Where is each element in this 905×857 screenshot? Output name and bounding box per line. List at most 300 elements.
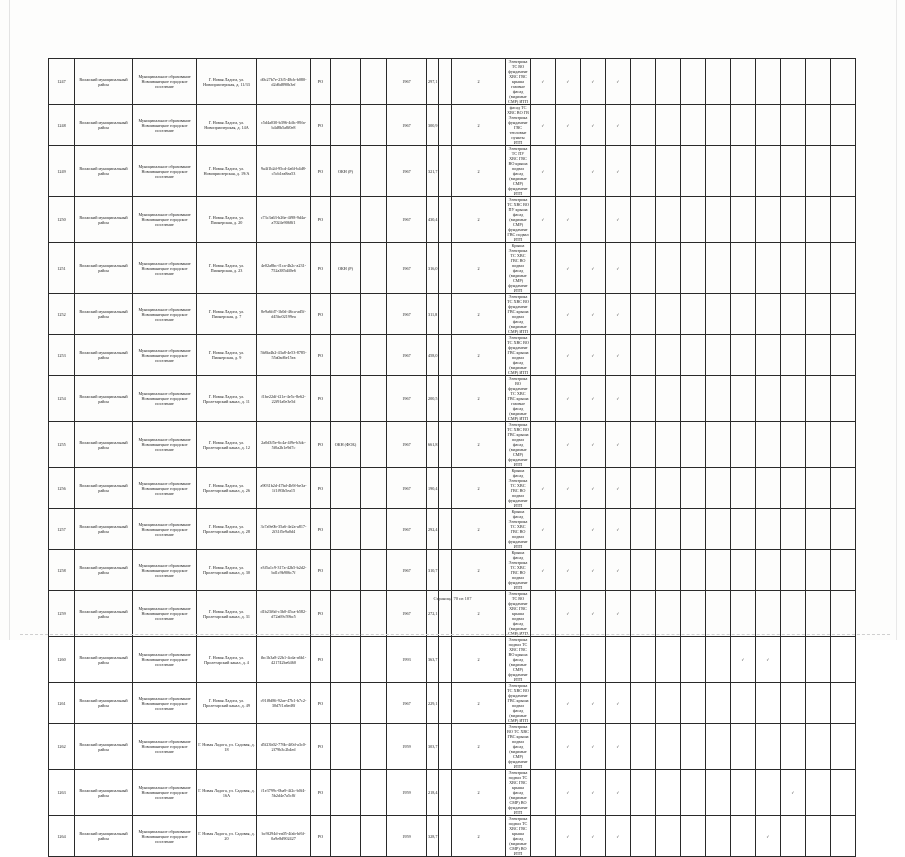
heritage-cell bbox=[331, 770, 361, 816]
table-row bbox=[49, 294, 856, 335]
empty-mark-cell bbox=[756, 770, 781, 816]
empty-mark-cell bbox=[831, 335, 856, 376]
blank-cell bbox=[361, 105, 387, 146]
guid-cell: 9a4f1b2d-95cd-4a6f-b4d8-c5cb1ea8ea53 bbox=[257, 146, 311, 197]
empty-mark-cell bbox=[756, 376, 781, 422]
heritage-cell bbox=[331, 294, 361, 335]
municipality-cell: Муниципальное образование Новоиванецкое городское поселение bbox=[133, 146, 197, 197]
blank-cell bbox=[439, 770, 452, 816]
page-bottom-rule bbox=[20, 634, 890, 635]
works-cell: Электрика ТС ПУ ХВС ГВС ВО крыша подвал фасад (видимые СМР) фундамент ИТП bbox=[506, 146, 531, 197]
empty-mark-cell bbox=[756, 422, 781, 468]
empty-mark-cell bbox=[781, 335, 806, 376]
district-cell: Волжский муниципальный район bbox=[75, 105, 133, 146]
address-cell: Г. Новая Ладога, ул. Пионерская, д. 7 bbox=[197, 294, 257, 335]
row-number-cell: 1251 bbox=[49, 243, 75, 294]
empty-mark-cell bbox=[681, 335, 706, 376]
municipality-cell: Муниципальное образование Новоиванецкое городское поселение bbox=[133, 816, 197, 857]
empty-mark-cell bbox=[831, 816, 856, 857]
blank-cell bbox=[439, 335, 452, 376]
empty-mark-cell bbox=[706, 683, 731, 724]
check-mark-cell: ✓ bbox=[581, 294, 606, 335]
year-cell: 1967 bbox=[387, 550, 427, 591]
empty-mark-cell bbox=[531, 422, 556, 468]
floors-cell: 2 bbox=[452, 724, 506, 770]
check-mark-cell: ✓ bbox=[581, 724, 606, 770]
empty-mark-cell bbox=[781, 468, 806, 509]
empty-mark-cell bbox=[806, 422, 831, 468]
empty-mark-cell bbox=[756, 468, 781, 509]
empty-mark-cell bbox=[706, 637, 731, 683]
empty-mark-cell bbox=[731, 770, 756, 816]
floors-cell: 2 bbox=[452, 591, 506, 637]
empty-mark-cell bbox=[681, 294, 706, 335]
address-cell: Г. Новая Ладога, ул. Пролетарский канал, д. 30 bbox=[197, 550, 257, 591]
table-row bbox=[49, 422, 856, 468]
type-cell: РО bbox=[311, 816, 331, 857]
blank-cell bbox=[439, 197, 452, 243]
empty-mark-cell bbox=[781, 683, 806, 724]
address-cell: Г. Новая Ладога, ул. Пролетарский канал, д. 28 bbox=[197, 509, 257, 550]
empty-mark-cell bbox=[531, 770, 556, 816]
guid-cell: d5f23b02-776b-4f0d-a3c0-2f79b3c2b4ed bbox=[257, 724, 311, 770]
empty-mark-cell bbox=[681, 683, 706, 724]
table-row bbox=[49, 376, 856, 422]
empty-mark-cell bbox=[631, 243, 656, 294]
empty-mark-cell bbox=[806, 243, 831, 294]
heritage-cell bbox=[331, 816, 361, 857]
municipality-cell: Муниципальное образование Новоиванецкое городское поселение bbox=[133, 335, 197, 376]
area-cell: 292,4 bbox=[427, 509, 439, 550]
empty-mark-cell bbox=[631, 294, 656, 335]
check-mark-cell: ✓ bbox=[581, 146, 606, 197]
empty-mark-cell bbox=[806, 468, 831, 509]
works-cell: Электрика ТС ВО фундамент ХВС ГВС крыша газовые фасад (видимые СМР) ИТП bbox=[506, 59, 531, 105]
empty-mark-cell bbox=[656, 724, 681, 770]
type-cell: РО bbox=[311, 243, 331, 294]
address-cell: Г. Новая Ладога, ул. Новоприозерская, д. 11/33 bbox=[197, 59, 257, 105]
blank-cell bbox=[361, 637, 387, 683]
area-cell: 200,5 bbox=[427, 376, 439, 422]
empty-mark-cell bbox=[806, 770, 831, 816]
empty-mark-cell bbox=[731, 550, 756, 591]
blank-cell bbox=[361, 243, 387, 294]
type-cell: РО bbox=[311, 591, 331, 637]
district-cell: Волжский муниципальный район bbox=[75, 637, 133, 683]
municipality-cell: Муниципальное образование Новоиванецкое городское поселение bbox=[133, 197, 197, 243]
blank-cell bbox=[361, 376, 387, 422]
guid-cell: bc9f294d-ea05-4fab-bf6f-0a9e8d902427 bbox=[257, 816, 311, 857]
heritage-cell bbox=[331, 105, 361, 146]
address-cell: Г. Новая Ладога, ул. Садовая, д. 20 bbox=[197, 816, 257, 857]
empty-mark-cell bbox=[831, 468, 856, 509]
blank-cell bbox=[361, 550, 387, 591]
empty-mark-cell bbox=[706, 197, 731, 243]
row-number-cell: 1250 bbox=[49, 197, 75, 243]
works-cell: Электрика ВО ТС ХВС ГВС крыша подвал фасад (видимые СМР) фундамент ИТП bbox=[507, 724, 529, 769]
empty-mark-cell bbox=[656, 509, 681, 550]
empty-mark-cell bbox=[806, 816, 831, 857]
empty-mark-cell bbox=[556, 637, 581, 683]
year-cell: 1967 bbox=[387, 683, 427, 724]
area-cell: 363,7 bbox=[427, 637, 439, 683]
check-mark-cell: ✓ bbox=[606, 591, 631, 637]
floors-cell: 2 bbox=[452, 509, 506, 550]
empty-mark-cell bbox=[656, 550, 681, 591]
guid-cell: f1e3799c-0ba9-4f2c-b0f4-5b2d4e7a5c8f bbox=[257, 770, 311, 816]
page-footer-label: Страница 70 из 107 bbox=[433, 596, 472, 601]
municipality-cell: Муниципальное образование Новоиванецкое городское поселение bbox=[133, 376, 197, 422]
check-mark-cell: ✓ bbox=[581, 509, 606, 550]
blank-cell bbox=[439, 816, 452, 857]
empty-mark-cell bbox=[806, 683, 831, 724]
works-cell: Электрика подвал ТС ХВС ГВС ВО крыша фасад (видимые СМР) фундамент ИТП bbox=[506, 637, 531, 683]
floors-cell: 2 bbox=[452, 294, 506, 335]
empty-mark-cell bbox=[681, 376, 706, 422]
works-cell: Крыша фасад Электрика ТС ХВС ГВС ВО подвал фундамент ИТП bbox=[506, 509, 531, 550]
check-mark-cell: ✓ bbox=[531, 59, 556, 105]
empty-mark-cell bbox=[681, 509, 706, 550]
empty-mark-cell bbox=[806, 509, 831, 550]
district-cell: Волжский муниципальный район bbox=[75, 550, 133, 591]
guid-cell: 8e9a6fd7-1b0d-46ca-ad5f-d45bc02199ea bbox=[257, 294, 311, 335]
works-cell: Электрика ТС ВО фундамент ХВС ГВС крыша подвал фасад (видимые СМР) ИТП bbox=[506, 591, 531, 637]
check-mark-cell: ✓ bbox=[556, 243, 581, 294]
empty-mark-cell bbox=[631, 770, 656, 816]
works-cell: Крыша фасад Электрика ТС ХВС ГВС ВО подвал фундамент ИТП bbox=[506, 468, 531, 509]
address-cell: Г. Новая Ладога, ул. Пролетарский канал, д. 4 bbox=[197, 637, 257, 683]
row-number-cell: 1247 bbox=[49, 59, 75, 105]
empty-mark-cell bbox=[706, 816, 731, 857]
blank-cell bbox=[361, 509, 387, 550]
address-cell: Г. Новая Ладога, ул. Пионерская, д. 20 bbox=[197, 197, 257, 243]
row-number-cell: 1263 bbox=[49, 770, 75, 816]
year-cell: 1967 bbox=[387, 105, 427, 146]
empty-mark-cell bbox=[656, 59, 681, 105]
empty-mark-cell bbox=[681, 197, 706, 243]
table-row bbox=[49, 724, 856, 770]
heritage-cell bbox=[331, 724, 361, 770]
empty-mark-cell bbox=[631, 146, 656, 197]
district-cell: Волжский муниципальный район bbox=[75, 422, 133, 468]
empty-mark-cell bbox=[781, 550, 806, 591]
row-number-cell: 1256 bbox=[49, 468, 75, 509]
empty-mark-cell bbox=[756, 550, 781, 591]
heritage-cell bbox=[331, 59, 361, 105]
empty-mark-cell bbox=[631, 376, 656, 422]
empty-mark-cell bbox=[781, 146, 806, 197]
works-cell: Электрика ТС ХВС ВО фундамент ГВС крыша подвал фасад (видимые СМР) ИТП bbox=[507, 294, 529, 334]
year-cell: 1967 bbox=[387, 591, 427, 637]
municipality-cell: Муниципальное образование Новоиванецкое городское поселение bbox=[133, 724, 197, 770]
works-cell: Электрика ТС ХВС ВО фундамент ГВС крыша подвал фасад (видимые СМР) ИТП bbox=[507, 683, 529, 723]
row-number-cell: 1252 bbox=[49, 294, 75, 335]
empty-mark-cell bbox=[631, 335, 656, 376]
empty-mark-cell bbox=[781, 59, 806, 105]
empty-mark-cell bbox=[756, 59, 781, 105]
year-cell: 1993 bbox=[387, 637, 427, 683]
empty-mark-cell bbox=[631, 468, 656, 509]
empty-mark-cell bbox=[781, 294, 806, 335]
empty-mark-cell bbox=[756, 243, 781, 294]
area-cell: 218,4 bbox=[427, 770, 439, 816]
empty-mark-cell bbox=[806, 59, 831, 105]
check-mark-cell: ✓ bbox=[606, 243, 631, 294]
guid-cell: d0c27b7e-23f5-48cb-b080-d2d6d890b3ef bbox=[257, 59, 311, 105]
empty-mark-cell bbox=[806, 146, 831, 197]
area-cell: 190,4 bbox=[427, 468, 439, 509]
empty-mark-cell bbox=[806, 724, 831, 770]
empty-mark-cell bbox=[706, 724, 731, 770]
table-row bbox=[49, 637, 856, 683]
address-cell: Г. Новая Ладога, ул. Пионерская, д. 23 bbox=[197, 243, 257, 294]
check-mark-cell: ✓ bbox=[556, 683, 581, 724]
works-cell: Электрика ТС ХВС ВО ПУ крыша фасад (видимые СМР) фундамент ГВС подвал ИТП bbox=[507, 197, 529, 242]
empty-mark-cell bbox=[706, 146, 731, 197]
type-cell: РО bbox=[311, 376, 331, 422]
check-mark-cell: ✓ bbox=[581, 550, 606, 591]
table-row bbox=[49, 146, 856, 197]
municipality-cell: Муниципальное образование Новоиванецкое городское поселение bbox=[133, 422, 197, 468]
empty-mark-cell bbox=[681, 468, 706, 509]
check-mark-cell: ✓ bbox=[606, 376, 631, 422]
district-cell: Волжский муниципальный район bbox=[75, 376, 133, 422]
empty-mark-cell bbox=[731, 59, 756, 105]
municipality-cell: Муниципальное образование Новоиванецкое городское поселение bbox=[133, 550, 197, 591]
check-mark-cell: ✓ bbox=[606, 724, 631, 770]
check-mark-cell: ✓ bbox=[556, 816, 581, 857]
floors-cell: 2 bbox=[452, 683, 506, 724]
row-number-cell: 1249 bbox=[49, 146, 75, 197]
municipality-cell: Муниципальное образование Новоиванецкое городское поселение bbox=[133, 243, 197, 294]
empty-mark-cell bbox=[656, 105, 681, 146]
check-mark-cell: ✓ bbox=[531, 550, 556, 591]
heritage-cell bbox=[331, 637, 361, 683]
empty-mark-cell bbox=[681, 59, 706, 105]
blank-cell bbox=[439, 422, 452, 468]
year-cell: 1967 bbox=[387, 59, 427, 105]
type-cell: РО bbox=[311, 422, 331, 468]
empty-mark-cell bbox=[756, 509, 781, 550]
works-cell: фасад ТС ХВС ВО ГВ Электрика фундамент ГВС тепловые пункты ИТП bbox=[507, 105, 529, 145]
address-cell: Г. Новая Ладога, ул. Пролетарский канал, д. 31 bbox=[197, 591, 257, 637]
type-cell: РО bbox=[311, 550, 331, 591]
check-mark-cell: ✓ bbox=[581, 770, 606, 816]
page-edge-right bbox=[896, 0, 897, 640]
blank-cell bbox=[361, 335, 387, 376]
empty-mark-cell bbox=[756, 197, 781, 243]
blank-cell bbox=[439, 724, 452, 770]
type-cell: РО bbox=[311, 637, 331, 683]
empty-mark-cell bbox=[806, 105, 831, 146]
row-number-cell: 1260 bbox=[49, 637, 75, 683]
check-mark-cell: ✓ bbox=[606, 105, 631, 146]
check-mark-cell: ✓ bbox=[556, 335, 581, 376]
check-mark-cell: ✓ bbox=[556, 376, 581, 422]
area-cell: 310,7 bbox=[427, 550, 439, 591]
municipality-cell: Муниципальное образование Новоиванецкое городское поселение bbox=[133, 591, 197, 637]
check-mark-cell: ✓ bbox=[556, 197, 581, 243]
empty-mark-cell bbox=[681, 146, 706, 197]
blank-cell bbox=[361, 683, 387, 724]
district-cell: Волжский муниципальный район bbox=[75, 591, 133, 637]
guid-cell: f1be22df-f21e-4e5c-8e62-22f91a0e3e5d bbox=[257, 376, 311, 422]
check-mark-cell: ✓ bbox=[556, 724, 581, 770]
type-cell: РО bbox=[311, 197, 331, 243]
check-mark-cell: ✓ bbox=[606, 683, 631, 724]
empty-mark-cell bbox=[706, 376, 731, 422]
floors-cell: 2 bbox=[452, 105, 506, 146]
row-number-cell: 1255 bbox=[49, 422, 75, 468]
empty-mark-cell bbox=[781, 509, 806, 550]
area-cell: 661,8 bbox=[427, 422, 439, 468]
row-number-cell: 1262 bbox=[49, 724, 75, 770]
check-mark-cell: ✓ bbox=[581, 683, 606, 724]
row-number-cell: 1254 bbox=[49, 376, 75, 422]
empty-mark-cell bbox=[681, 724, 706, 770]
blank-cell bbox=[439, 105, 452, 146]
empty-mark-cell bbox=[806, 197, 831, 243]
empty-mark-cell bbox=[656, 335, 681, 376]
table-row bbox=[49, 59, 856, 105]
heritage-cell: ОКН (Р) bbox=[331, 243, 361, 294]
empty-mark-cell bbox=[581, 197, 606, 243]
empty-mark-cell bbox=[681, 770, 706, 816]
area-cell: 328,7 bbox=[427, 816, 439, 857]
empty-mark-cell bbox=[531, 335, 556, 376]
works-cell: Крыша фасад Электрика ТС ХВС ГВС ВО подвал фундамент ИТП bbox=[506, 550, 531, 591]
table-row bbox=[49, 468, 856, 509]
floors-cell: 2 bbox=[452, 816, 506, 857]
district-cell: Волжский муниципальный район bbox=[75, 509, 133, 550]
empty-mark-cell bbox=[606, 637, 631, 683]
table-row bbox=[49, 816, 856, 857]
empty-mark-cell bbox=[656, 637, 681, 683]
guid-cell: c91f8d86-92ae-47b1-b7c2-30d7f1a6ed8f bbox=[257, 683, 311, 724]
blank-cell bbox=[361, 59, 387, 105]
empty-mark-cell bbox=[681, 243, 706, 294]
empty-mark-cell bbox=[706, 243, 731, 294]
empty-mark-cell bbox=[631, 724, 656, 770]
table-row bbox=[49, 335, 856, 376]
address-cell: Г. Новая Ладога, ул. Пионерская, д. 9 bbox=[197, 335, 257, 376]
empty-mark-cell bbox=[781, 816, 806, 857]
type-cell: РО bbox=[311, 59, 331, 105]
table-row bbox=[49, 550, 856, 591]
blank-cell bbox=[361, 770, 387, 816]
empty-mark-cell bbox=[656, 197, 681, 243]
blank-cell bbox=[439, 294, 452, 335]
table-row bbox=[49, 509, 856, 550]
area-cell: 303,7 bbox=[427, 724, 439, 770]
empty-mark-cell bbox=[706, 422, 731, 468]
address-cell: Г. Новая Ладога, ул. Садовая, д. 16А bbox=[197, 770, 257, 816]
type-cell: РО bbox=[311, 146, 331, 197]
municipality-cell: Муниципальное образование Новоиванецкое городское поселение bbox=[133, 637, 197, 683]
check-mark-cell: ✓ bbox=[581, 243, 606, 294]
blank-cell bbox=[361, 146, 387, 197]
municipality-cell: Муниципальное образование Новоиванецкое городское поселение bbox=[133, 294, 197, 335]
empty-mark-cell bbox=[531, 816, 556, 857]
floors-cell: 2 bbox=[452, 550, 506, 591]
address-cell: Г. Новая Ладога, ул. Пролетарский канал, д. 11 bbox=[197, 376, 257, 422]
empty-mark-cell bbox=[531, 294, 556, 335]
empty-mark-cell bbox=[831, 637, 856, 683]
check-mark-cell: ✓ bbox=[581, 335, 606, 376]
empty-mark-cell bbox=[781, 105, 806, 146]
empty-mark-cell bbox=[631, 637, 656, 683]
district-cell: Волжский муниципальный район bbox=[75, 816, 133, 857]
empty-mark-cell bbox=[781, 637, 806, 683]
empty-mark-cell bbox=[581, 637, 606, 683]
empty-mark-cell bbox=[656, 683, 681, 724]
empty-mark-cell bbox=[731, 376, 756, 422]
empty-mark-cell bbox=[831, 376, 856, 422]
area-cell: 311,8 bbox=[427, 294, 439, 335]
empty-mark-cell bbox=[731, 724, 756, 770]
area-cell: 229,1 bbox=[427, 683, 439, 724]
row-number-cell: 1261 bbox=[49, 683, 75, 724]
blank-cell bbox=[439, 59, 452, 105]
empty-mark-cell bbox=[706, 59, 731, 105]
year-cell: 1959 bbox=[387, 816, 427, 857]
municipality-cell: Муниципальное образование Новоиванецкое городское поселение bbox=[133, 509, 197, 550]
year-cell: 1967 bbox=[387, 243, 427, 294]
empty-mark-cell bbox=[706, 294, 731, 335]
guid-cell: 2a0d3f5e-6c4a-4f9e-b3dc-5f0a2b1e9d7c bbox=[257, 422, 311, 468]
empty-mark-cell bbox=[756, 724, 781, 770]
empty-mark-cell bbox=[731, 243, 756, 294]
empty-mark-cell bbox=[831, 550, 856, 591]
check-mark-cell: ✓ bbox=[556, 770, 581, 816]
blank-cell bbox=[361, 294, 387, 335]
type-cell: РО bbox=[311, 105, 331, 146]
check-mark-cell: ✓ bbox=[556, 591, 581, 637]
year-cell: 1967 bbox=[387, 294, 427, 335]
empty-mark-cell bbox=[656, 376, 681, 422]
table-body bbox=[49, 59, 856, 857]
floors-cell: 2 bbox=[452, 468, 506, 509]
blank-cell bbox=[439, 146, 452, 197]
blank-cell bbox=[361, 422, 387, 468]
blank-cell bbox=[361, 724, 387, 770]
year-cell: 1967 bbox=[387, 335, 427, 376]
empty-mark-cell bbox=[631, 105, 656, 146]
blank-cell bbox=[439, 550, 452, 591]
type-cell: РО bbox=[311, 294, 331, 335]
empty-mark-cell bbox=[706, 509, 731, 550]
heritage-cell: ОКН (Р) bbox=[331, 146, 361, 197]
empty-mark-cell bbox=[681, 105, 706, 146]
heritage-cell bbox=[331, 468, 361, 509]
check-mark-cell: ✓ bbox=[606, 335, 631, 376]
check-mark-cell: ✓ bbox=[556, 422, 581, 468]
blank-cell bbox=[361, 197, 387, 243]
type-cell: РО bbox=[311, 335, 331, 376]
check-mark-cell: ✓ bbox=[531, 146, 556, 197]
district-cell: Волжский муниципальный район bbox=[75, 294, 133, 335]
check-mark-cell: ✓ bbox=[581, 816, 606, 857]
area-cell: 430,4 bbox=[427, 197, 439, 243]
empty-mark-cell bbox=[731, 422, 756, 468]
empty-mark-cell bbox=[656, 146, 681, 197]
year-cell: 1967 bbox=[387, 468, 427, 509]
empty-mark-cell bbox=[731, 816, 756, 857]
heritage-cell bbox=[331, 335, 361, 376]
year-cell: 1967 bbox=[387, 376, 427, 422]
district-cell: Волжский муниципальный район bbox=[75, 243, 133, 294]
empty-mark-cell bbox=[631, 816, 656, 857]
